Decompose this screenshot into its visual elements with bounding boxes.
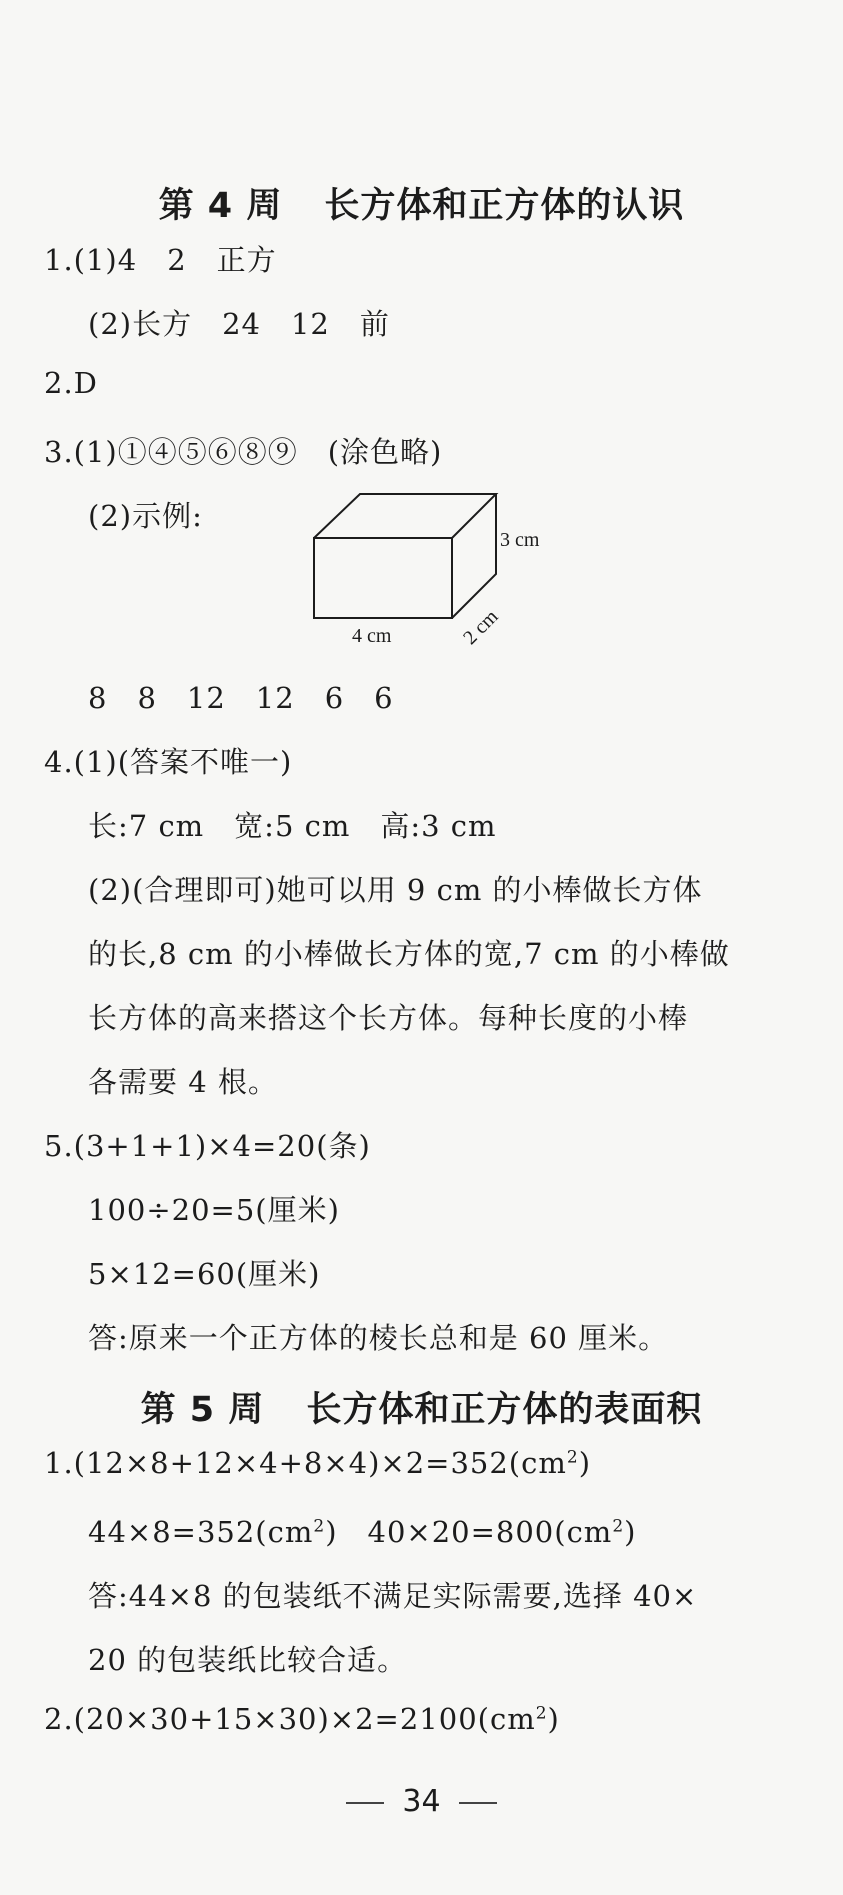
- answer-line: 8 8 12 12 6 6: [88, 681, 394, 715]
- answer-line: 3.(1)①④⑤⑥⑧⑨ (涂色略): [44, 435, 443, 469]
- answer-line: 100÷20=5(厘米): [88, 1193, 340, 1227]
- answer-line: 答:原来一个正方体的棱长总和是 60 厘米。: [88, 1321, 669, 1355]
- answer-line: 20 的包装纸比较合适。: [88, 1643, 408, 1677]
- answer-line: 各需要 4 根。: [88, 1065, 278, 1099]
- dash-divider: [459, 1802, 497, 1804]
- depth-label: 2 cm: [459, 605, 503, 649]
- width-label: 4 cm: [352, 625, 392, 647]
- answer-line: (2)(合理即可)她可以用 9 cm 的小棒做长方体: [88, 873, 703, 907]
- answer-line: (2)长方 24 12 前: [88, 307, 390, 341]
- answer-line: 4.(1)(答案不唯一): [44, 745, 293, 779]
- cuboid-top-face: [314, 494, 496, 538]
- answer-line: (2)示例:: [88, 499, 203, 533]
- answer-line: 5.(3+1+1)×4=20(条): [44, 1129, 371, 1163]
- answer-line: 长方体的高来搭这个长方体。每种长度的小棒: [88, 1001, 689, 1035]
- cuboid-front-face: [314, 538, 452, 618]
- page-number: 34: [0, 1784, 843, 1819]
- cuboid-figure: [300, 490, 540, 650]
- answer-line: 答:44×8 的包装纸不满足实际需要,选择 40×: [88, 1579, 698, 1613]
- week5-title: 长方体和正方体的表面积: [306, 1390, 703, 1430]
- answer-line: 长:7 cm 宽:5 cm 高:3 cm: [88, 809, 497, 843]
- height-label: 3 cm: [500, 529, 540, 551]
- answer-line: $2.(20\times 30+15\times 30)\times 2=2100(cm^2)$: [44, 1702, 560, 1736]
- answer-line: 2.D: [44, 366, 98, 400]
- answer-line: 1.(1)4 2 正方: [44, 243, 277, 277]
- answer-line: 的长,8 cm 的小棒做长方体的宽,7 cm 的小棒做: [88, 937, 730, 971]
- answer-line: $44\times 8=352(cm^2)$ $40\times 20=800(cm^2)$: [88, 1515, 637, 1549]
- week5-number: 第 5 周: [140, 1390, 265, 1430]
- week4-number: 第 4 周: [158, 186, 283, 226]
- cuboid-side-face: [452, 494, 496, 618]
- week4-heading: [0, 178, 843, 228]
- week5-heading: [0, 1382, 843, 1432]
- answer-line: $1.(12\times 8+12\times 4+8\times 4)\times 2=352(cm^2)$: [44, 1446, 592, 1480]
- dash-divider: [346, 1802, 384, 1804]
- answer-line: 5×12=60(厘米): [88, 1257, 321, 1291]
- week4-title: 长方体和正方体的认识: [324, 186, 685, 226]
